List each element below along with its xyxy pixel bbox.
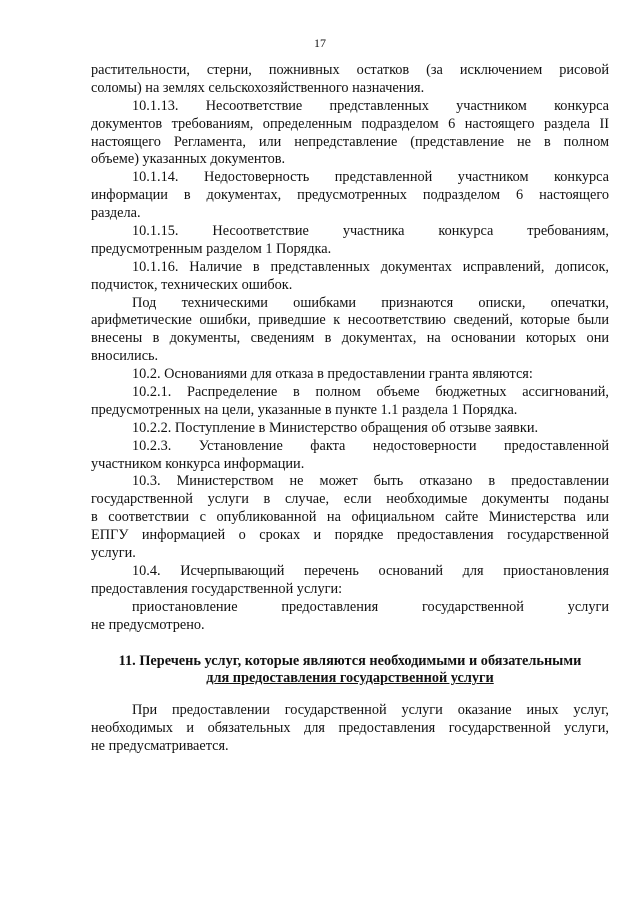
text-line: информации в документах, предусмотренных подразделом 6 настоящего [91, 187, 609, 204]
text-line: 10.2.2. Поступление в Министерство обращения об отзыве заявки. [132, 419, 539, 436]
section-heading-line-1: 11. Перечень услуг, которые являются необходимыми и обязательными [118, 652, 582, 669]
text-line: государственной услуги в случае, если необходимые документы поданы [91, 491, 609, 508]
text-line: соломы) на землях сельскохозяйственного назначения. [91, 79, 425, 96]
text-line: предусмотренным разделом 1 Порядка. [91, 240, 332, 257]
text-line: приостановление предоставления государственной услуги [132, 598, 609, 615]
document-body [91, 62, 609, 756]
text-line: 10.2. Основаниями для отказа в предоставлении гранта являются: [132, 366, 533, 383]
spacer [91, 635, 609, 653]
text-line: предоставления государственной услуги: [91, 580, 343, 597]
text-line: 10.2.1. Распределение в полном объеме бюджетных ассигнований, [132, 384, 609, 401]
text-line: 10.4. Исчерпывающий перечень оснований для приостановления [132, 562, 609, 579]
text-line: объеме) указанных документов. [91, 151, 286, 168]
spacer [91, 688, 609, 702]
text-line: предусмотренных на цели, указанные в пункте 1.1 раздела 1 Порядка. [91, 401, 518, 418]
paragraphs-section-10 [91, 62, 609, 635]
section-heading-line-2: для предоставления государственной услуги [206, 670, 494, 687]
text-line: документов требованиям, определенным подразделом 6 настоящего раздела II [91, 115, 609, 132]
text-line: 10.1.16. Наличие в представленных документах исправлений, дописок, [132, 258, 609, 275]
text-line: При предоставлении государственной услуги оказание иных услуг, [132, 702, 609, 719]
text-line: участником конкурса информации. [91, 455, 305, 472]
text-line: растительности, стерни, пожнивных остатков (за исключением рисовой [91, 62, 609, 78]
text-line: 10.2.3. Установление факта недостоверности предоставленной [132, 437, 609, 454]
text-line: вносились. [91, 348, 159, 365]
text-line: не предусматривается. [91, 738, 229, 755]
text-line: услуги. [91, 545, 136, 562]
text-line: 10.1.14. Недостоверность представленной участником конкурса [132, 169, 609, 186]
text-line: 10.3. Министерством не может быть отказано в предоставлении [132, 473, 609, 490]
text-line: внесены в документы, сведениям в документах, на основании которых они [91, 330, 609, 347]
text-line: необходимых и обязательных для предоставления государственной услуги, [91, 720, 609, 737]
text-line: подчисток, технических ошибок. [91, 276, 293, 293]
text-line: Под техническими ошибками признаются описки, опечатки, [132, 294, 609, 311]
text-line: ЕПГУ информацией о сроках и порядке предоставления государственной [91, 527, 609, 544]
paragraphs-section-11 [91, 702, 609, 756]
text-line: арифметические ошибки, приведшие к несоответствию сведений, которые были [91, 312, 609, 329]
text-line: раздела. [91, 205, 141, 222]
text-line: в соответствии с опубликованной на официальном сайте Министерства или [91, 509, 609, 526]
text-line: не предусмотрено. [91, 616, 205, 633]
text-line: 10.1.15. Несоответствие участника конкурса требованиям, [132, 223, 609, 240]
text-line: настоящего Регламента, или непредставление (представление не в полном [91, 133, 609, 150]
text-line: 10.1.13. Несоответствие представленных участником конкурса [132, 97, 609, 114]
page-number: 17 [314, 36, 326, 50]
